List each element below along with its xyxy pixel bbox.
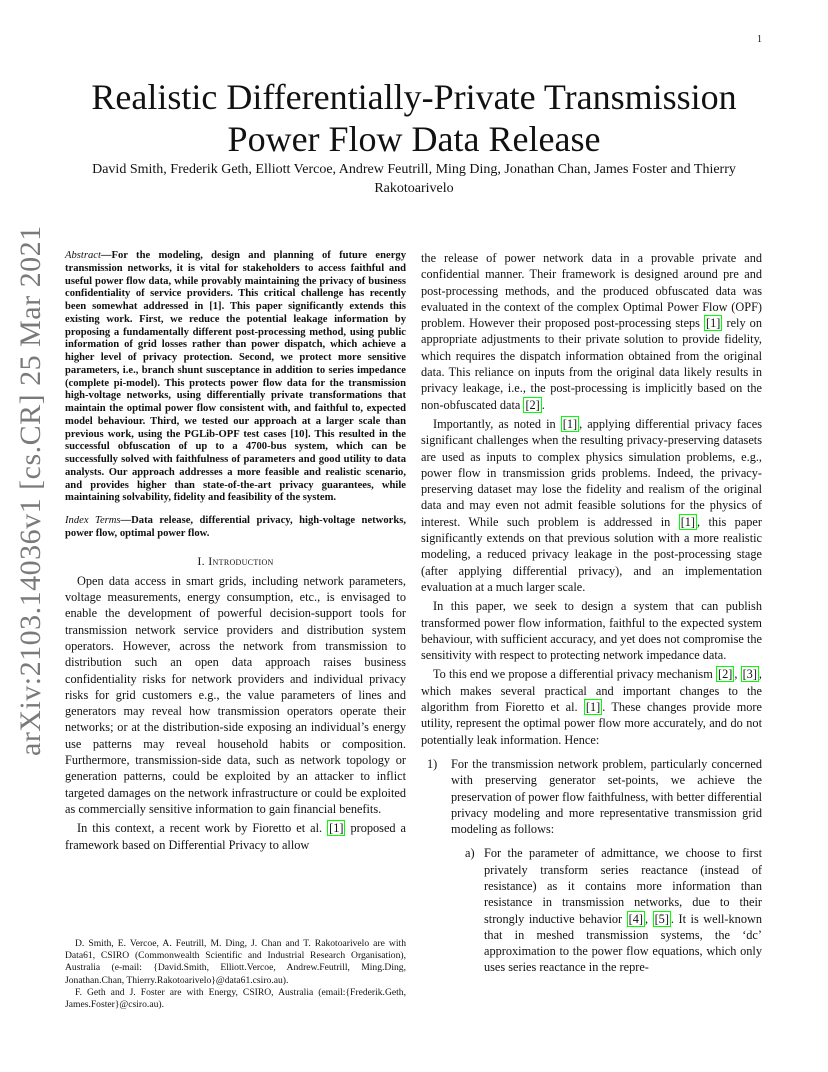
footnote-data61: D. Smith, E. Vercoe, A. Feutrill, M. Ding, J. Chan and T. Rakotoarivelo are with Data61, CSIRO (Commonwealth Scientific and Industrial Research Organisation), Australia (e-mail: {David.Smith, Elliott.Vercoe, Andrew.Feutrill, Ming.Ding, Jonathan.Chan, Thierry.Rakotoarivelo}@data61.csiro.au).: [65, 938, 406, 986]
left-column: [65, 250, 406, 853]
list-marker: 1): [427, 756, 438, 771]
body-paragraph: Importantly, as noted in [1] , applying differential privacy faces significant challenges when the resulting privacy-preserving datasets are used as inputs to complex physics simulation problems, e.g., power flow in transmission grids problems. Indeed, the privacy-preserving dataset may lose the fidelity and realism of the original data and may even not admit feasible solutions for the physics of interest. While such problem is addressed in [1] , this paper significantly extends on that previous solution with a more realistic modeling, a reduced privacy leakage in the post-processing stage (after applying differential privacy), and an implementation evaluation at a much larger scale.: [421, 416, 762, 594]
index-terms: [65, 515, 406, 541]
list-marker: a): [465, 846, 475, 861]
intro-paragraph: Open data access in smart grids, including network parameters, voltage measurements, energy consumption, etc., is envisaged to enable the development of powerful decision-support tools for transmission network service providers and distribution system operators. However, across the network from transmission to distribution such an open data approach raises business confidentiality risks for network providers and individual privacy risks for grid customers e.g., the value parameters of lines and generators may reveal how transmission operators operate their networks; or at the distribution-side exposing an individual’s energy use patterns may reveal household habits or composition. Furthermore, transmission-side data, such as network topology or generation patterns, could be exploited by an attacker to inflict targeted damages on the network infrastructure or could be exploited as commercially sensitive information to gain financial benefits.: [65, 573, 406, 816]
citation-link[interactable]: [3]: [742, 667, 757, 682]
citation-link[interactable]: [5]: [654, 911, 669, 926]
body-paragraph: In this paper, we seek to design a system that can publish transformed power flow information, faithful to the expected system behaviour, with sufficient accuracy, and yet does not compromise the sensitivity with respect to protecting network impedance data.: [421, 599, 762, 663]
list-item: [451, 845, 762, 975]
intro-paragraph-context: In this context, a recent work by Fioretto et al. [1] proposed a framework based on Differential Privacy to allow: [65, 821, 407, 852]
abstract: [65, 250, 406, 505]
list-item-text: For the parameter of admittance, we choose to first privately transform series reactance (instead of resistance) as it contains more information than resistance in transmission networks, due to their strongly inductive behavior [4] , [5] . It is well-known that in meshed transmission systems, the ‘dc’ approximation to the power flow equations, which only uses series reactance in the repre-: [484, 846, 762, 975]
citation-link[interactable]: [1]: [680, 514, 696, 529]
index-terms-lead: Index Terms: [65, 515, 121, 526]
page-number: 1: [757, 34, 762, 45]
body-paragraph: To this end we propose a differential privacy mechanism [2] , [3] , which makes several practical and important changes to the algorithm from Fioretto et al. [1] . These changes provide more utility, represent the optimal power flow more accurately, and do not potentially leak information. Hence:: [421, 667, 762, 747]
citation-link[interactable]: [1]: [329, 821, 344, 836]
section-heading-introduction: I. Introduction: [197, 553, 274, 568]
citation-link[interactable]: [1]: [585, 700, 601, 715]
abstract-text: —For the modeling, design and planning of future energy transmission networks, it is vital for stakeholders to access faithful and useful power flow data, while provably maintaining the privacy of business confidentiality of service providers. This critical challenge has recently been somewhat addressed in [1]. This paper significantly extends this existing work. First, we reduce the potential leakage information by proposing a fundamentally different post-processing method, using public information of grid losses rather than power dispatch, which achieve a higher level of privacy protection. Second, we protect more sensitive parameters, i.e., branch shunt susceptance in addition to series impedance (complete pi-model). This protects power flow data for the transmission high-voltage networks, using differentially private transformations that maintain the optimal power flow consistent with, and faithful to, expected model behaviour. Third, we tested our approach at a larger scale than previous work, using the PGLib-OPF test cases [10]. This resulted in the successful obfuscation of up to a 4700-bus system, which can be successfully solved with faithfulness of parameters and good utility to data analysts. Our approach addresses a more feasible and realistic scenario, and provides higher than state-of-the-art privacy guarantees, while maintaining solvability, fidelity and feasibility of the system.: [65, 250, 406, 504]
list-item: [421, 756, 762, 837]
abstract-lead: Abstract: [65, 250, 101, 261]
citation-link[interactable]: [1]: [706, 316, 721, 331]
citation-link[interactable]: [2]: [525, 397, 540, 412]
footnote-energy: F. Geth and J. Foster are with Energy, CSIRO, Australia (email:{Frederik.Geth, James.Foster}@csiro.au).: [65, 986, 406, 1011]
body-paragraph: the release of power network data in a provable private and confidential manner. Their framework is designed around pre and post-processing methods, and the produced obfuscated data was evaluated in the context of the complex Optimal Power Flow (OPF) problem. However their proposed post-processing steps [1] rely on appropriate adjustments to their private solution to provide fidelity, which requires the dispatch information obtained from the original data. This reliance on inputs from the original data likely results in privacy leakage, i.e., the post-processing is implicitly based on the non-obfuscated data [2] .: [421, 251, 762, 412]
list-item-text: For the transmission network problem, particularly concerned with preserving generator set-points, we achieve the preservation of power flow faithfulness, with better differential privacy modeling and more representative transmission grid modeling as follows:: [451, 756, 762, 837]
author-list: David Smith, Frederik Geth, Elliott Vercoe, Andrew Feutrill, Ming Ding, Jonathan Chan, James Foster and Thierry Rakotoarivelo: [92, 162, 736, 196]
author-affiliation-footnote: [65, 938, 406, 1011]
citation-link[interactable]: [2]: [717, 667, 733, 682]
arxiv-stamp: arXiv:2103.14036v1 [cs.CR] 25 Mar 2021: [14, 225, 47, 756]
citation-link[interactable]: [4]: [628, 911, 643, 926]
index-terms-text: —Data release, differential privacy, high-voltage networks, power flow, optimal power flow.: [65, 515, 406, 539]
paper-title: Realistic Differentially-Private Transmission Power Flow Data Release: [91, 77, 737, 159]
right-column: [421, 250, 762, 976]
citation-link[interactable]: [1]: [562, 416, 578, 431]
